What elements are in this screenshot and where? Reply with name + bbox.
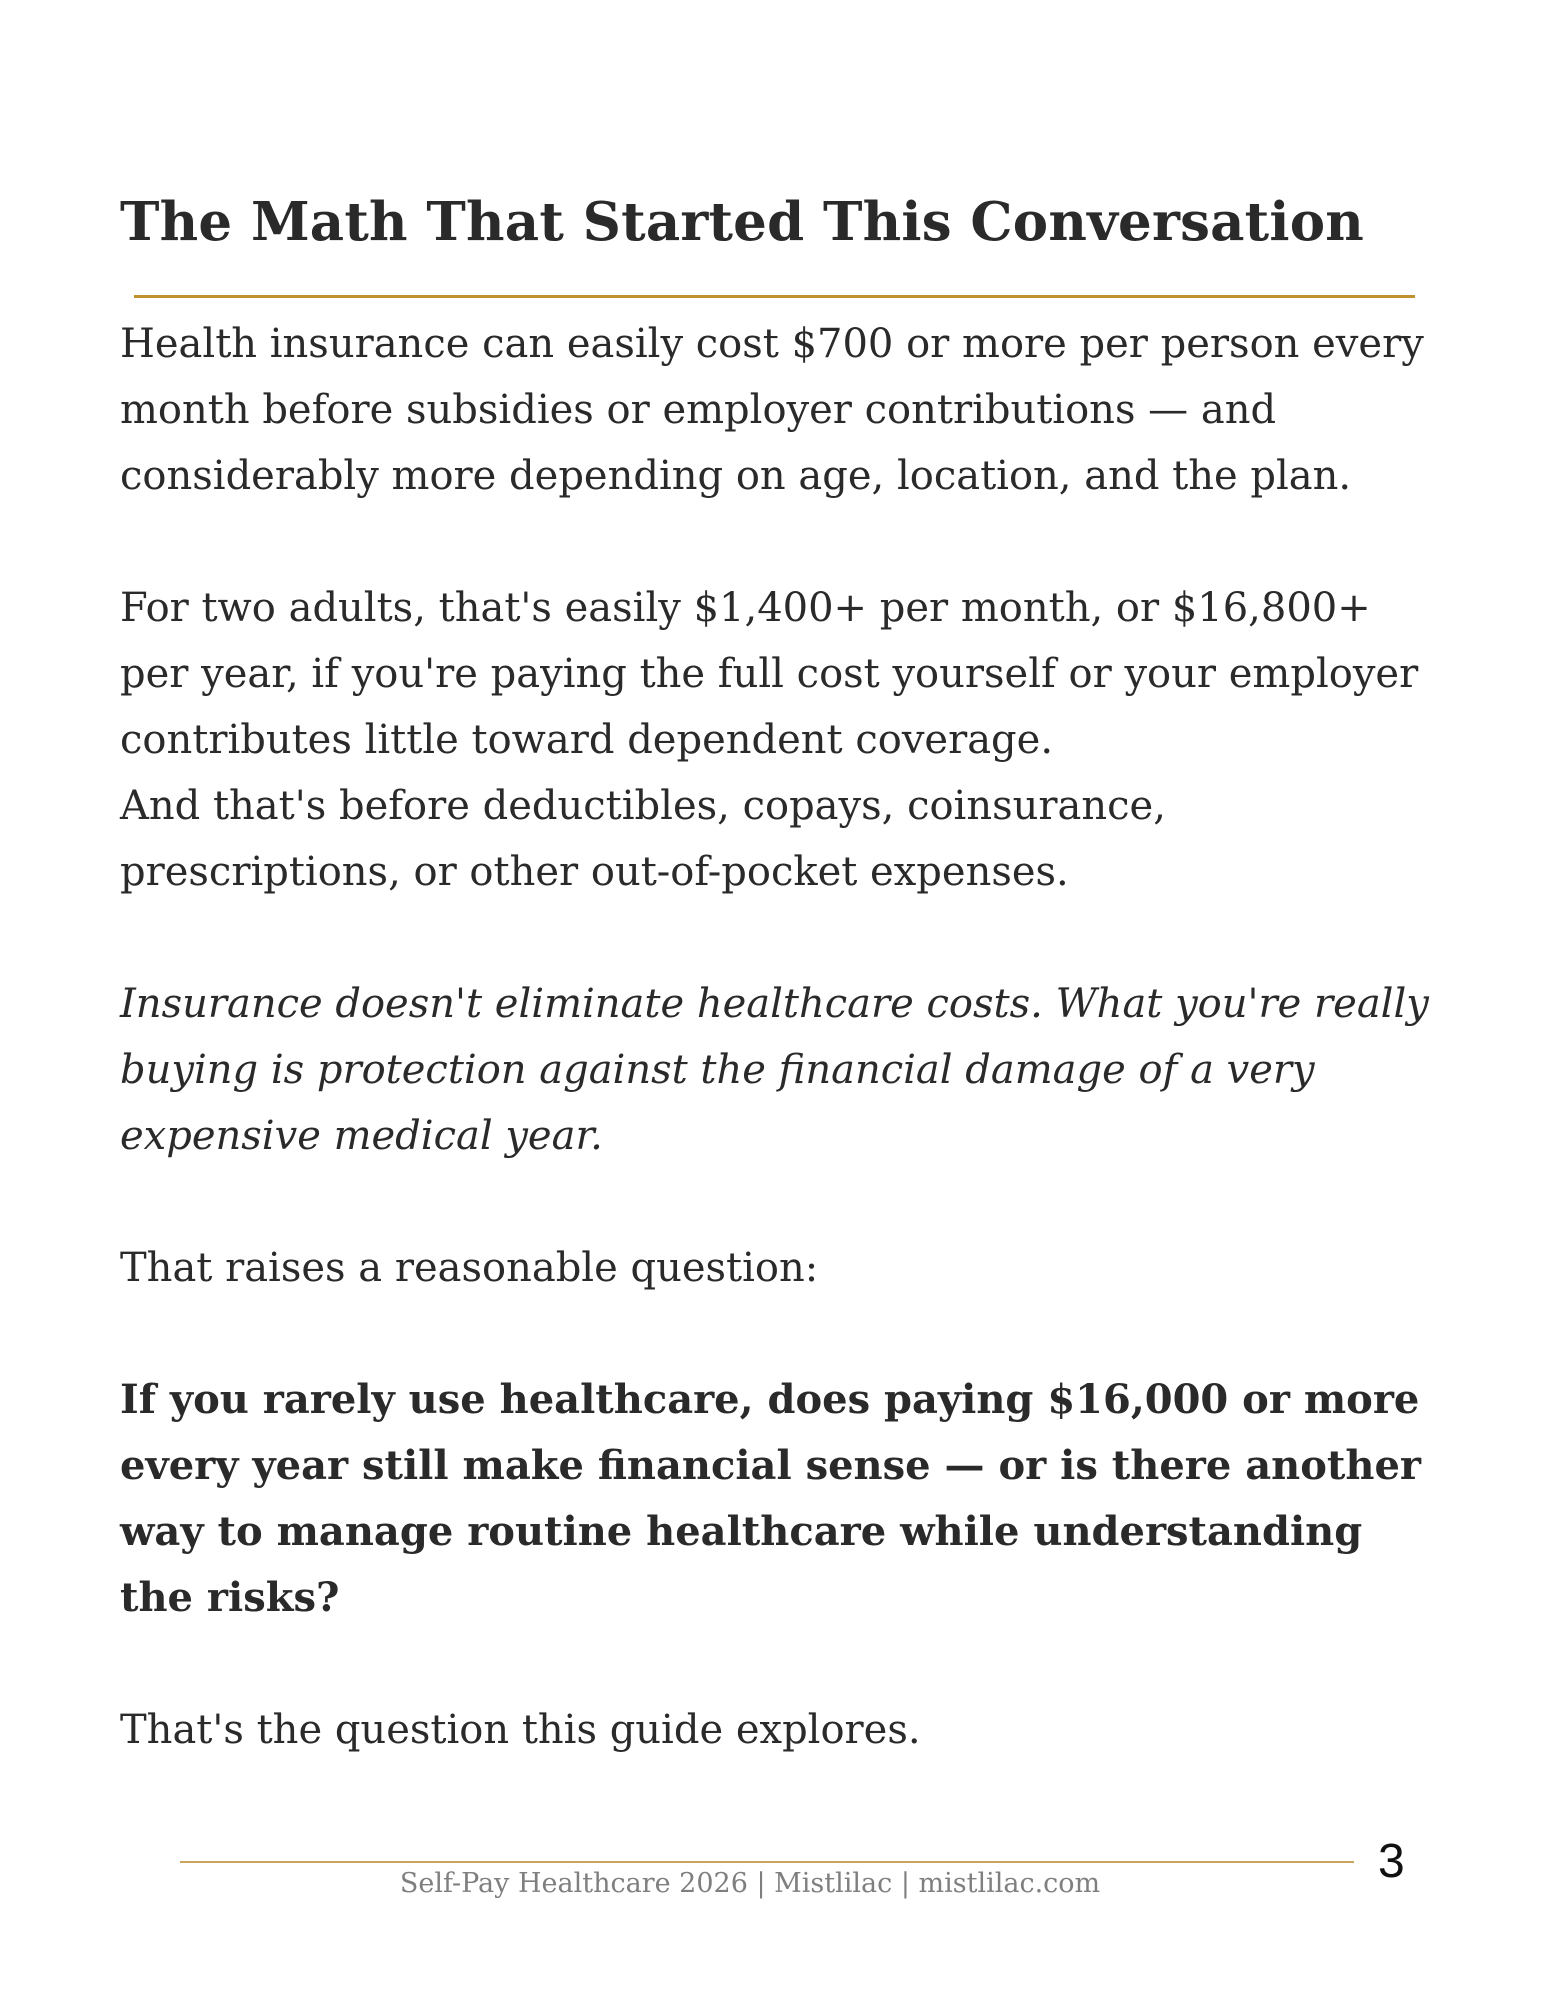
paragraph-spacer <box>120 905 1440 971</box>
paragraph-spacer <box>120 509 1440 575</box>
paragraph-spacer <box>120 1169 1440 1235</box>
footer-divider <box>180 1861 1354 1863</box>
paragraph-insurance-emphasis: Insurance doesn't eliminate healthcare costs. What you're really buying is protection against the financial damage of a very expensive medical year. <box>120 981 1429 1159</box>
paragraph-question-intro: That raises a reasonable question: <box>120 1245 819 1291</box>
title-divider <box>134 295 1415 298</box>
paragraph-two-adults: For two adults, that's easily $1,400+ per month, or $16,800+ per year, if you're paying the full cost yourself or your employer contributes little toward dependent coverage. <box>120 585 1419 763</box>
paragraph-spacer <box>120 1301 1440 1367</box>
footer-text: Self-Pay Healthcare 2026 | Mistlilac | mistlilac.com <box>399 1868 1101 1899</box>
page-title: The Math That Started This Conversation <box>120 191 1364 253</box>
paragraph-insurance-cost: Health insurance can easily cost $700 or more per person every month before subsidies or employer contributions — and considerably more depending on age, location, and the plan. <box>120 321 1424 499</box>
paragraph-guide-purpose: That's the question this guide explores. <box>120 1707 921 1753</box>
paragraph-out-of-pocket: And that's before deductibles, copays, coinsurance, prescriptions, or other out-of-pocket expenses. <box>120 783 1166 895</box>
paragraph-spacer <box>120 1631 1440 1697</box>
paragraph-key-question: If you rarely use healthcare, does paying $16,000 or more every year still make financial sense — or is there another way to manage routine healthcare while understanding the risks? <box>120 1376 1421 1621</box>
body-text <box>120 311 1440 1763</box>
page-number: 3 <box>1378 1835 1405 1888</box>
